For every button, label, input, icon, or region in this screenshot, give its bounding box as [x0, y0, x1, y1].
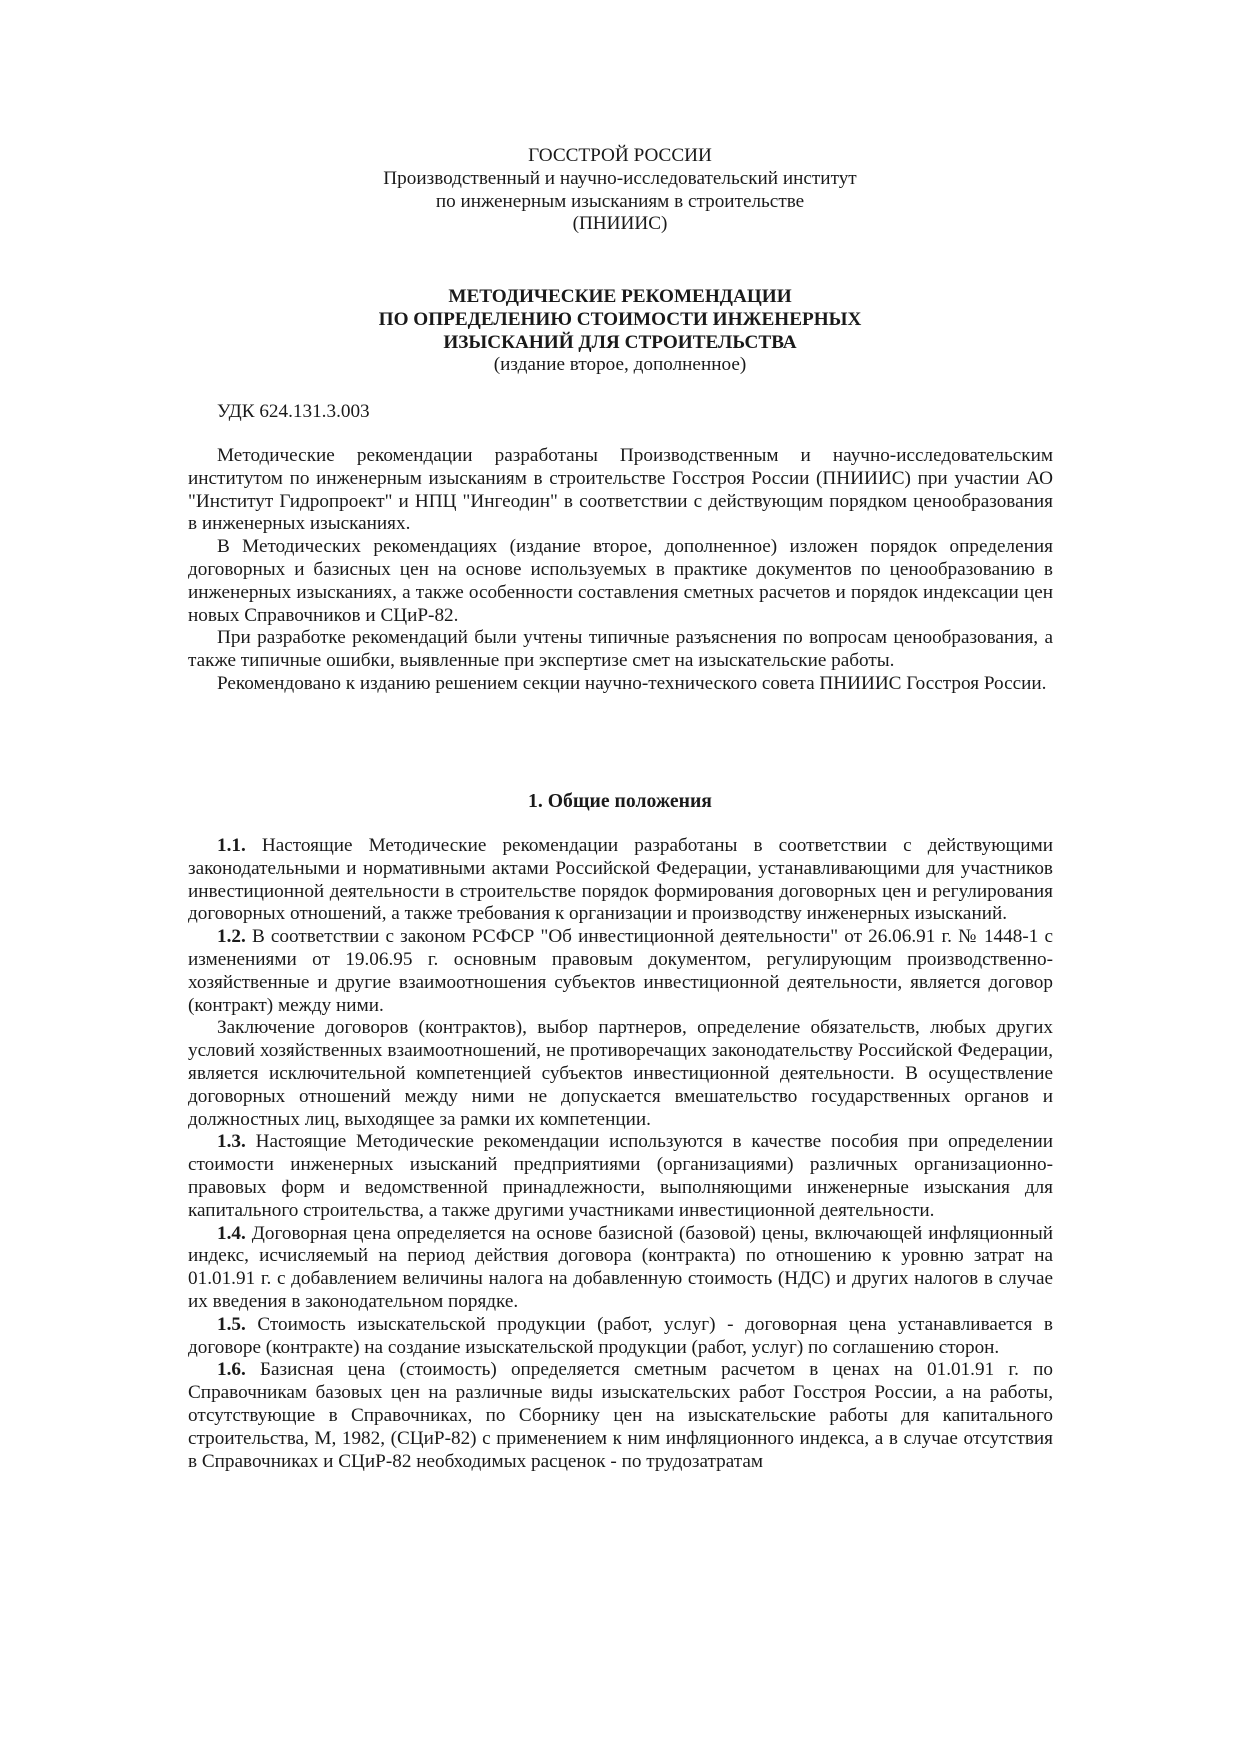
clause-1-2-continued: Заключение договоров (контрактов), выбор партнеров, определение обязательств, любых других условий хозяйственных взаимоотношений, не противоречащих законодательству Российской Федерации, является исключительной компетенцией субъектов инвестиционной деятельности. В осуществление договорных отношений между ними не допускается вмешательство государственных органов и должностных лиц, выходящее за рамки их компетенции.: [188, 1017, 1053, 1130]
title-line1: МЕТОДИЧЕСКИЕ РЕКОМЕНДАЦИИ: [448, 286, 792, 307]
clause-text: В соответствии с законом РСФСР "Об инвестиционной деятельности" от 26.06.91 г. № 1448-1 с изменениями от 19.06.95 г. основным правовым документом, регулирующим производственно-хозяйственные и другие взаимоотношения субъектов инвестиционной деятельности, является договор (контракт) между ними.: [188, 926, 1053, 1016]
intro-paragraph: Методические рекомендации разработаны Производственным и научно-исследовательским институтом по инженерным изысканиям в строительстве Госстроя России (ПНИИИС) при участии АО "Институт Гидропроект" и НПЦ "Ингеодин" в соответствии с действующим порядком ценообразования в инженерных изысканиях.: [188, 445, 1053, 535]
clause-number: 1.4.: [217, 1222, 246, 1244]
org-name: ГОССТРОЙ РОССИИ: [528, 145, 712, 166]
institute-name-line1: Производственный и научно-исследовательский институт: [383, 167, 857, 189]
intro-paragraph: В Методических рекомендациях (издание второе, дополненное) изложен порядок определения договорных и базисных цен на основе используемых в практике документов по ценообразованию в инженерных изысканиях, а также особенности составления сметных расчетов и порядок индексации цен новых Справочников и СЦиР-82.: [188, 536, 1053, 626]
clause-number: 1.2.: [217, 926, 246, 948]
clause-text: Настоящие Методические рекомендации используются в качестве пособия при определении стоимости инженерных изысканий предприятиями (организациями) различных организационно-правовых форм и ведомственной принадлежности, выполняющими инженерные изыскания для капитального строительства, а также другими участниками инвестиционной деятельности.: [188, 1131, 1053, 1221]
clause-1-2: [188, 926, 1053, 1017]
clause-1-4: [188, 1223, 1053, 1314]
intro-section: [188, 445, 1053, 696]
clause-text: Договорная цена определяется на основе базисной (базовой) цены, включающей инфляционный индекс, исчисляемый на период действия договора (контракта) по отношению к уровню затрат на 01.01.91 г. с добавлением величины налога на добавленную стоимость (НДС) и других налогов в случае их введения в законодательном порядке.: [188, 1222, 1053, 1312]
title-line2: ПО ОПРЕДЕЛЕНИЮ СТОИМОСТИ ИНЖЕНЕРНЫХ: [378, 308, 862, 330]
institute-name-line2: по инженерным изысканиям в строительстве: [435, 190, 805, 212]
section-heading: 1. Общие положения: [528, 790, 712, 812]
clause-number: 1.5.: [217, 1313, 246, 1335]
clause-text: Стоимость изыскательской продукции (работ, услуг) - договорная цена устанавливается в договоре (контракте) на создание изыскательской продукции (работ, услуг) по соглашению сторон.: [188, 1313, 1053, 1358]
clause-number: 1.6.: [217, 1359, 246, 1381]
clause-number: 1.3.: [217, 1131, 246, 1153]
edition-note: (издание второе, дополненное): [493, 354, 747, 376]
intro-paragraph: Рекомендовано к изданию решением секции научно-технического совета ПНИИИС Госстроя России.: [217, 672, 1047, 694]
institute-abbr: (ПНИИИС): [572, 213, 668, 235]
clause-text: Базисная цена (стоимость) определяется сметным расчетом в ценах на 01.01.91 г. по Справочникам базовых цен на различные виды изыскательских работ Госстроя России, а на работы, отсутствующие в Справочниках, по Сборнику цен на изыскательские работы для капитального строительства, М, 1982, (СЦиР-82) с применением к ним инфляционного индекса, а в случае отсутствия в Справочниках и СЦиР-82 необходимых расценок - по трудозатратам: [188, 1359, 1053, 1472]
clause-1-3: [188, 1131, 1053, 1222]
title-line3: ИЗЫСКАНИЙ ДЛЯ СТРОИТЕЛЬСТВА: [443, 331, 797, 353]
clause-text: Настоящие Методические рекомендации разработаны в соответствии с действующими законодательными и нормативными актами Российской Федерации, устанавливающими для участников инвестиционной деятельности в строительстве порядок формирования договорных цен и регулирования договорных отношений, а также требования к организации и производству инженерных изысканий.: [188, 835, 1053, 925]
document-title: [0, 286, 1240, 377]
section-1-body: [188, 835, 1053, 1473]
clause-1-6: [188, 1359, 1053, 1473]
document-header: [0, 145, 1240, 236]
clause-1-5: [188, 1314, 1053, 1360]
clause-number: 1.1.: [217, 835, 246, 856]
clause-1-1: [188, 835, 1053, 926]
intro-paragraph: При разработке рекомендаций были учтены типичные разъяснения по вопросам ценообразования, а также типичные ошибки, выявленные при экспертизе смет на изыскательские работы.: [188, 627, 1053, 672]
udc-code: УДК 624.131.3.003: [217, 401, 370, 422]
